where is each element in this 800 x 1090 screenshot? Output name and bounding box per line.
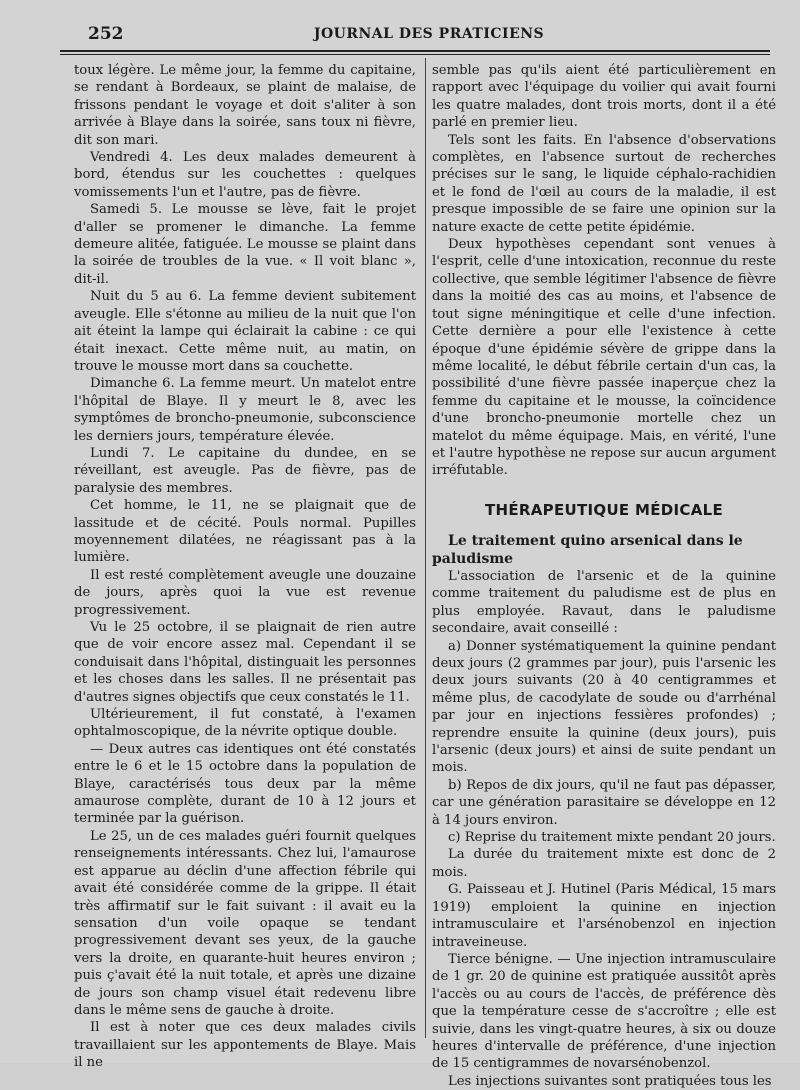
paragraph: a) Donner systématiquement la quinine pendant deux jours (2 grammes par jour), puis l'arsenic les deux jours suivants (20 à 40 centigrammes et même plus, de cacodylate de soude ou d'arrhénal par jour en injections fessières profondes) ; reprendre ensuite la quinine (deux jours), puis l'arsenic (deux jours) et ainsi de suite pendant un mois. — [432, 638, 776, 776]
paragraph: G. Paisseau et J. Hutinel (Paris Médical, 15 mars 1919) emploient la quinine en injection intramusculaire et l'arsénobenzol en injection intraveineuse. — [432, 882, 776, 950]
paragraph: c) Reprise du traitement mixte pendant 20 jours. — [448, 830, 776, 846]
journal-title: JOURNAL DES PRATICIENS — [313, 26, 545, 42]
paragraph: Deux hypothèses cependant sont venues à l'esprit, celle d'une intoxication, reconnue du reste collective, que semble légitimer l'absence de fièvre dans la moitié des cas au moins, et l'absence de tout signe méningitique et celle d'une infection. Cette dernière a pour elle l'existence à cette époque d'une épidémie sévère de grippe dans la même localité, le début fébrile certain d'un cas, la possibilité d'une fièvre passée inaperçue chez la femme du capitaine et le mousse, la coïncidence d'une broncho-pneumonie mortelle chez un matelot du même équipage. Mais, en vérité, l'une et l'autre hypothèse ne repose sur aucun argument irréfutable. — [432, 237, 776, 479]
paragraph: Cet homme, le 11, ne se plaignait que de lassitude et de cécité. Pouls normal. Pupilles moyennement dilatées, ne réagissant pas à la lumière. — [74, 498, 416, 566]
paragraph: semble pas qu'ils aient été particulièrement en rapport avec l'équipage du voilier qui avait fourni les quatre malades, dont trois morts, dont il a été parlé en premier lieu. — [432, 63, 776, 131]
subsection-title: Le traitement quino arsenical dans le paludisme — [432, 533, 743, 567]
paragraph: Nuit du 5 au 6. La femme devient subitement aveugle. Elle s'étonne au milieu de la nuit que l'on ait éteint la lampe qui éclairait la cabine : ce qui était inexact. Cette même nuit, au matin, on trouve le mousse mort dans sa couchette. — [74, 289, 416, 374]
paragraph: L'association de l'arsenic et de la quinine comme traitement du paludisme est de plus en plus employée. Ravaut, dans le paludisme secondaire, avait conseillé : — [432, 568, 776, 637]
right-column — [432, 62, 776, 1090]
paragraph: — Deux autres cas identiques ont été constatés entre le 6 et le 15 octobre dans la population de Blaye, caractérisés tous deux par la même amaurose complète, durant de 10 à 12 jours et terminée par la guérison. — [74, 741, 416, 827]
paragraph: Samedi 5. Le mousse se lève, fait le projet d'aller se promener le dimanche. La femme demeure alitée, fatiguée. Le mousse se plaint dans la soirée de troubles de la vue. « Il voit blanc », dit-il. — [74, 202, 416, 287]
paragraph: toux légère. Le même jour, la femme du capitaine, se rendant à Bordeaux, se plaint de malaise, de frissons pendant le voyage et doit s'aliter à son arrivée à Blaye dans la soirée, sans toux ni fièvre, dit son mari. — [74, 63, 416, 148]
paragraph: b) Repos de dix jours, qu'il ne faut pas dépasser, car une génération parasitaire se développe en 12 à 14 jours environ. — [432, 777, 776, 828]
paragraph: Les injections suivantes sont pratiquées tous les — [448, 1073, 772, 1089]
paragraph: Vu le 25 octobre, il se plaignait de rien autre que de voir encore assez mal. Cependant il se conduisait dans l'hôpital, distinguait les personnes et les choses dans les salles. Il ne présentait pas d'autres signes objectifs que ceux constatés le 11. — [74, 620, 416, 705]
paragraph: Il est resté complètement aveugle une douzaine de jours, après quoi la vue est revenue progressivement. — [74, 567, 416, 618]
paragraph: Tierce bénigne. — Une injection intramusculaire de 1 gr. 20 de quinine est pratiquée aussitôt après l'accès ou au cours de l'accès, de préférence dès que la température cesse de s'accroître ; elle est suivie, dans les vingt-quatre heures, à six ou douze heures d'intervalle de préférence, d'une injection de 15 centigrammes de novarsénobenzol. — [432, 951, 776, 1072]
paragraph: Il est à noter que ces deux malades civils travaillaient sur les appontements de Blaye. Mais il ne — [74, 1020, 416, 1071]
page-header — [88, 22, 770, 48]
header-rule-thin — [60, 54, 770, 55]
paragraph: Ultérieurement, il fut constaté, à l'examen ophtalmoscopique, de la névrite optique double. — [74, 707, 416, 740]
paragraph: Dimanche 6. La femme meurt. Un matelot entre l'hôpital de Blaye. Il y meurt le 8, avec les symptômes de broncho-pneumonie, subconscience les derniers jours, température élevée. — [74, 376, 416, 444]
column-divider — [425, 58, 426, 1038]
paragraph: Vendredi 4. Les deux malades demeurent à bord, étendus sur les couchettes : quelques vomissements l'un et l'autre, pas de fièvre. — [74, 150, 416, 200]
header-rule — [60, 50, 770, 52]
paragraph: Tels sont les faits. En l'absence d'observations complètes, en l'absence surtout de recherches précises sur le sang, le liquide céphalo-rachidien et le fond de l'œil au cours de la maladie, il est presque impossible de se faire une opinion sur la nature exacte de cette petite épidémie. — [432, 132, 776, 235]
page-number: 252 — [88, 24, 124, 44]
paragraph: Lundi 7. Le capitaine du dundee, en se réveillant, est aveugle. Pas de fièvre, pas de paralysie des membres. — [74, 445, 416, 496]
left-column — [74, 62, 416, 1072]
paragraph: Le 25, un de ces malades guéri fournit quelques renseignements intéressants. Chez lui, l'amaurose est apparue au déclin d'une affection fébrile qui avait été considérée comme de la grippe. Il était très affirmatif sur le fait suivant : il avait eu la sensation d'un voile opaque se tendant progressivement devant ses yeux, de la gauche vers la droite, en quarante-huit heures environ ; puis ç'avait été la nuit totale, et après une dizaine de jours son champ visuel était redevenu libre dans le même sens de gauche à droite. — [74, 828, 416, 1018]
section-title: THÉRAPEUTIQUE MÉDICALE — [484, 500, 724, 519]
paragraph: La durée du traitement mixte est donc de 2 mois. — [432, 847, 776, 880]
